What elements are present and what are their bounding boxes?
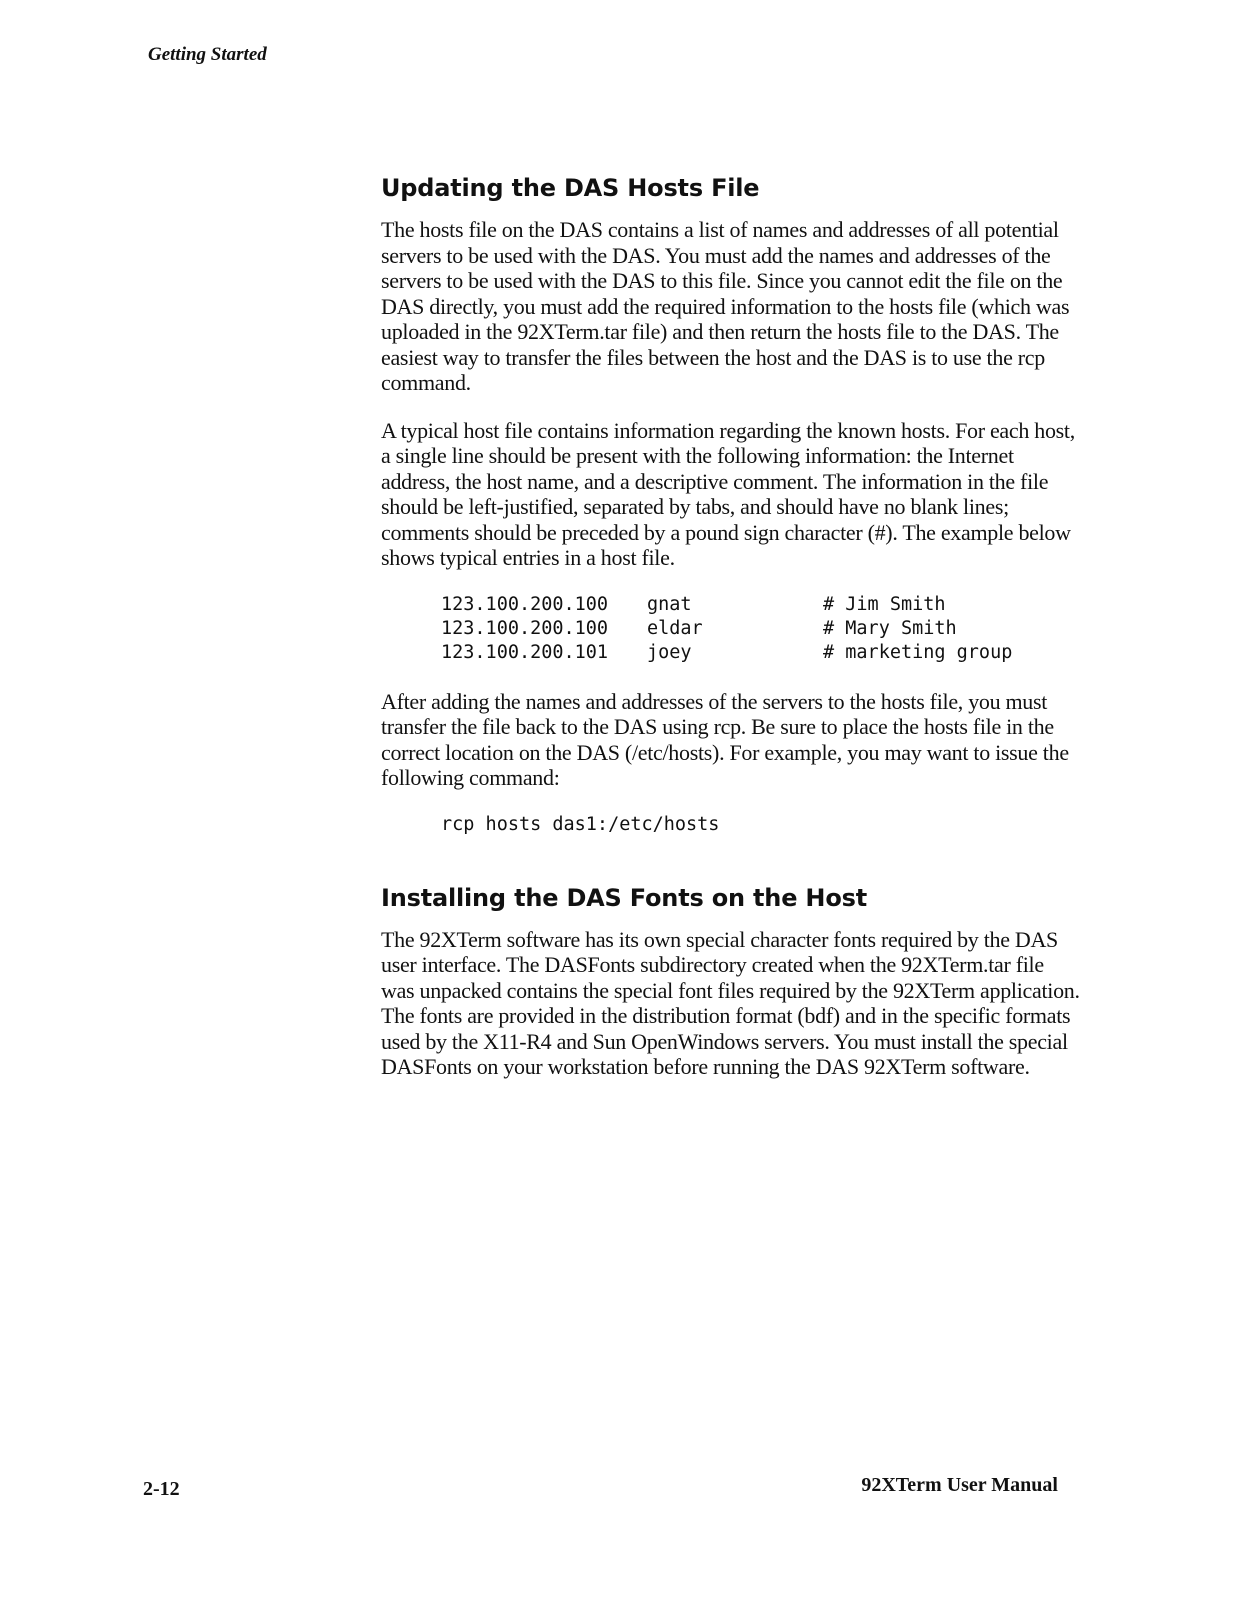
page-number: 2-12 xyxy=(143,1478,180,1500)
host-entry-row xyxy=(441,593,1012,617)
host-entries-example xyxy=(441,593,1012,665)
host-file-format-paragraph: A typical host file contains information regarding the known hosts. For each host, a single line should be present with the following information: the Internet address, the host name, and a descriptive comment. The information in the file should be left-justified, separated by tabs, and should have no blank lines; comments should be preceded by a pound sign character (#). The example below shows typical entries in a host file. xyxy=(381,417,1075,570)
host-comment: # marketing group xyxy=(823,641,1013,663)
host-entry-row xyxy=(441,617,1012,641)
host-name: joey xyxy=(647,641,692,663)
page-content xyxy=(381,171,1081,1102)
host-name: gnat xyxy=(647,593,692,615)
host-name: eldar xyxy=(647,617,703,639)
section-heading-hosts-file: Updating the DAS Hosts File xyxy=(381,174,760,202)
host-entry-row xyxy=(441,641,1012,665)
section-heading-das-fonts: Installing the DAS Fonts on the Host xyxy=(381,883,867,912)
rcp-command-example: rcp hosts das1:/etc/hosts xyxy=(441,813,720,835)
running-header: Getting Started xyxy=(148,44,267,65)
host-address: 123.100.200.100 xyxy=(441,617,609,639)
host-address: 123.100.200.101 xyxy=(441,641,609,663)
transfer-instructions-paragraph: After adding the names and addresses of the servers to the hosts file, you must transfer the file back to the DAS using rcp. Be sure to place the hosts file in the correct location on the DAS (/etc/hosts). For example, you may want to issue the following command: xyxy=(381,688,1069,790)
hosts-file-intro-paragraph: The hosts file on the DAS contains a list of names and addresses of all potential servers to be used with the DAS. You must add the names and addresses of the servers to be used with the DAS to this file. Since you cannot edit the file on the DAS directly, you must add the required information to the hosts file (which was uploaded in the 92XTerm.tar file) and then return the hosts file to the DAS. The easiest way to transfer the files between the host and the DAS is to use the rcp command. xyxy=(381,217,1070,395)
host-address: 123.100.200.100 xyxy=(441,593,609,615)
das-fonts-paragraph: The 92XTerm software has its own special character fonts required by the DAS user interface. The DASFonts subdirectory created when the 92XTerm.tar file was unpacked contains the special font files required by the 92XTerm application. The fonts are provided in the distribution format (bdf) and in the specific formats used by the X11-R4 and Sun OpenWindows servers. You must install the special DASFonts on your workstation before running the DAS 92XTerm software. xyxy=(381,926,1080,1079)
host-comment: # Jim Smith xyxy=(823,593,946,615)
manual-title: 92XTerm User Manual xyxy=(861,1474,1058,1496)
host-comment: # Mary Smith xyxy=(823,617,957,639)
